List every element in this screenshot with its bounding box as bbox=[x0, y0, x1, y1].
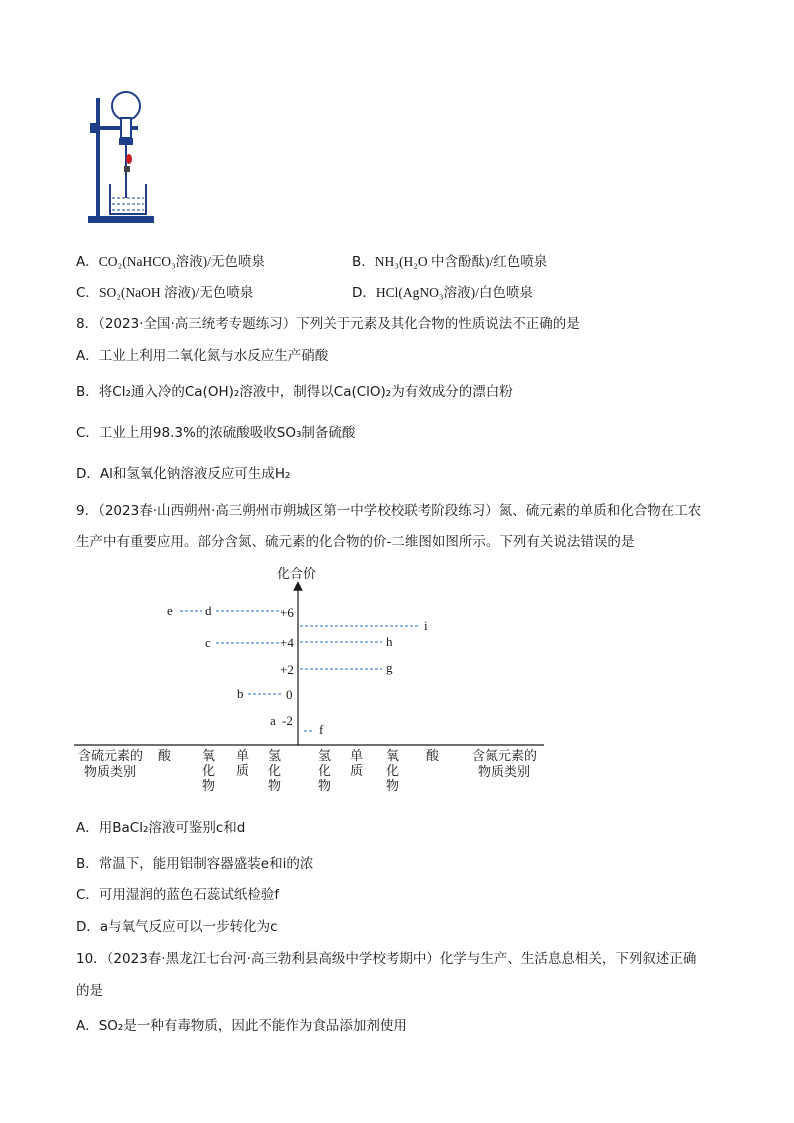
y-tick-plus4: +4 bbox=[280, 635, 294, 650]
point-label-a: a bbox=[270, 713, 276, 728]
point-label-c: c bbox=[205, 635, 211, 650]
left-category-element bbox=[236, 748, 249, 778]
q9-stem-line1: 9．（2023春·山西朔州·高三朔州市朔城区第一中学校校联考阶段练习）氮、硫元素的单质和化合物在工农 bbox=[76, 503, 702, 519]
q7-option-d[interactable] bbox=[352, 281, 533, 301]
left-axis-label-line1: 含硫元素的 bbox=[78, 748, 144, 763]
svg-text:单: 单 bbox=[236, 748, 250, 763]
point-label-d: d bbox=[205, 603, 212, 618]
q8-option-a[interactable]: A．工业上利用二氧化氮与水反应生产硝酸 bbox=[76, 348, 329, 364]
q8-stem: 8．（2023·全国·高三统考专题练习）下列关于元素及其化合物的性质说法不正确的是 bbox=[76, 316, 580, 332]
q7-option-b-label: B． bbox=[352, 254, 375, 270]
q7-option-a-text: CO₂(NaHCO₃溶液)/无色喷泉 bbox=[98, 254, 265, 269]
q7-option-b-text: NH₃(H₂O 中含酚酞)/红色喷泉 bbox=[374, 254, 548, 269]
right-category-hydride bbox=[318, 748, 331, 793]
q7-option-a[interactable] bbox=[76, 250, 265, 270]
q7-option-a-label: A． bbox=[76, 254, 99, 270]
q7-option-c-label: C． bbox=[76, 285, 99, 301]
svg-text:质: 质 bbox=[350, 763, 364, 778]
svg-text:化: 化 bbox=[268, 763, 282, 778]
q7-option-b[interactable] bbox=[352, 250, 547, 270]
q8-option-b[interactable]: B．将Cl₂通入冷的Ca(OH)₂溶液中，制得以Ca(ClO)₂为有效成分的漂白粉 bbox=[76, 384, 513, 400]
q10-option-a[interactable]: A．SO₂是一种有毒物质，因此不能作为食品添加剂使用 bbox=[76, 1018, 407, 1034]
q7-option-d-text: HCl(AgNO₃溶液)/白色喷泉 bbox=[375, 285, 533, 300]
left-axis-label-line2: 物质类别 bbox=[84, 764, 137, 779]
point-label-h: h bbox=[386, 634, 393, 649]
right-axis-label-line1: 含氮元素的 bbox=[472, 748, 538, 763]
svg-text:氢: 氢 bbox=[268, 748, 282, 763]
svg-text:化: 化 bbox=[318, 763, 332, 778]
left-category-oxide bbox=[202, 748, 215, 793]
svg-text:单: 单 bbox=[350, 748, 364, 763]
q9-stem-line2: 生产中有重要应用。部分含氮、硫元素的化合物的价-二维图如图所示。下列有关说法错误的是 bbox=[76, 534, 635, 550]
svg-text:物: 物 bbox=[318, 778, 332, 793]
point-label-g: g bbox=[386, 660, 393, 675]
q9-option-c[interactable]: C．可用湿润的蓝色石蕊试纸检验f bbox=[76, 887, 280, 903]
right-axis-label bbox=[472, 748, 540, 779]
right-category-element bbox=[350, 748, 363, 778]
q8-option-c[interactable]: C．工业上用98.3%的浓硫酸吸收SO₃制备硫酸 bbox=[76, 425, 356, 441]
q9-option-a[interactable]: A．用BaCl₂溶液可鉴别c和d bbox=[76, 820, 246, 836]
left-category-hydride bbox=[268, 748, 281, 793]
q7-option-c[interactable] bbox=[76, 281, 253, 301]
q8-option-d[interactable]: D．Al和氢氧化钠溶液反应可生成H₂ bbox=[76, 466, 291, 482]
svg-text:氢: 氢 bbox=[318, 748, 332, 763]
svg-text:物: 物 bbox=[202, 778, 216, 793]
q7-option-d-label: D． bbox=[352, 285, 376, 301]
svg-text:氧: 氧 bbox=[202, 748, 216, 763]
fountain-apparatus-figure bbox=[82, 86, 162, 230]
right-axis-label-line2: 物质类别 bbox=[478, 764, 531, 779]
right-category-acid: 酸 bbox=[426, 748, 440, 763]
left-category-acid: 酸 bbox=[158, 748, 172, 763]
svg-text:化: 化 bbox=[202, 763, 216, 778]
svg-text:物: 物 bbox=[268, 778, 282, 793]
q10-stem-line1: 10．（2023春·黑龙江七台河·高三勃利县高级中学校考期中）化学与生产、生活息息相关，下列叙述正确 bbox=[76, 951, 697, 967]
left-axis-label bbox=[78, 748, 146, 779]
y-tick-plus6: +6 bbox=[280, 605, 294, 620]
valence-class-diagram bbox=[70, 560, 550, 805]
point-label-i: i bbox=[424, 618, 428, 633]
y-axis-label: 化合价 bbox=[277, 566, 317, 581]
y-tick-minus2: -2 bbox=[282, 713, 293, 728]
y-tick-plus2: +2 bbox=[280, 662, 294, 677]
point-label-b: b bbox=[237, 686, 244, 701]
q10-stem-line2: 的是 bbox=[76, 983, 103, 999]
svg-text:物: 物 bbox=[386, 778, 400, 793]
svg-text:化: 化 bbox=[386, 763, 400, 778]
point-label-f: f bbox=[319, 722, 324, 737]
q9-option-d[interactable]: D．a与氧气反应可以一步转化为c bbox=[76, 919, 278, 935]
y-tick-zero: 0 bbox=[286, 687, 293, 702]
right-category-oxide bbox=[386, 748, 399, 793]
q9-option-b[interactable]: B．常温下，能用铝制容器盛装e和i的浓 bbox=[76, 856, 314, 872]
q7-option-c-text: SO₂(NaOH 溶液)/无色喷泉 bbox=[98, 285, 254, 300]
svg-text:氧: 氧 bbox=[386, 748, 400, 763]
point-label-e: e bbox=[167, 603, 173, 618]
svg-text:质: 质 bbox=[236, 763, 250, 778]
